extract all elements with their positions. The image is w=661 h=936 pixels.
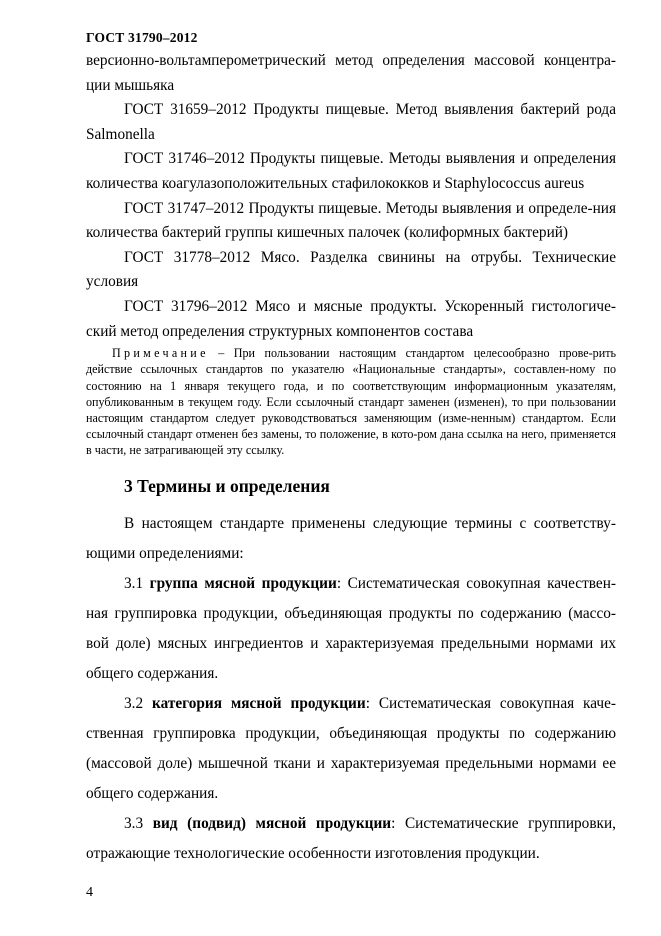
term-name: категория мясной продукции [152,694,366,712]
document-page [86,30,616,869]
section-title: 3 Термины и определения [124,475,330,496]
section-intro: В настоящем стандарте применены следующие термины с соответству-ющими определениями: [86,514,616,562]
page-number: 4 [86,885,93,900]
term-3-2 [86,689,616,809]
term-3-1 [86,569,616,689]
term-3-3 [86,809,616,869]
term-number: 3.3 [124,814,153,832]
note-text: – При пользовании настоящим стандартом целесообразно прове-рить действие ссылочных стандартов по указателю «Национальные стандарты», составлен-ному по состоянию на 1 января текущего года, и по соответствующим информационным указателям, опубликованным в текущем году. Если ссылочный стандарт заменен (изменен), то при пользовании настоящим стандартом следует руководствоваться заменяющим (изме-ненным) стандартом. Если ссылочный стандарт отменен без замены, то положение, в кото-ром дана ссылка на него, применяется в части, не затрагивающей эту ссылку. [86,346,616,458]
note-label: Примечание [112,346,209,361]
ref-gost-31778: ГОСТ 31778–2012 Мясо. Разделка свинины на отрубы. Технические условия [86,248,616,291]
term-definition: : Систематические группировки, отражающие технологические особенности изготовления продукции. [86,814,616,862]
ref-gost-31746: ГОСТ 31746–2012 Продукты пищевые. Методы выявления и определения количества коагулазоположительных стафилококков и Staphylococcus aureus [86,150,616,192]
term-number: 3.2 [124,694,153,712]
note-paragraph [86,345,616,458]
term-definition: : Систематическая совокупная каче-ственная группировка продукции, объединяющая продукты по содержанию (массовой доле) мышечной ткани и характеризуемая предельными нормами ее общего содержания. [86,694,616,802]
ref-continuation: версионно-вольтамперометрический метод определения массовой концентра-ции мышьяка [86,52,616,94]
term-name: группа мясной продукции [149,574,337,592]
term-definition: : Систематическая совокупная качествен-ная группировка продукции, объединяющая продукты по содержанию (массо-вой доле) мясных ингредиентов и характеризуемая предельными нормами их общего содержания. [86,574,616,682]
term-number: 3.1 [124,574,150,592]
term-name: вид (подвид) мясной продукции [152,814,392,832]
ref-gost-31747: ГОСТ 31747–2012 Продукты пищевые. Методы выявления и определе-ния количества бактерий группы кишечных палочек (колиформных бактерий) [86,199,616,242]
ref-gost-31796: ГОСТ 31796–2012 Мясо и мясные продукты. Ускоренный гистологиче-ский метод определения структурных компонентов состава [86,297,616,340]
ref-gost-31659: ГОСТ 31659–2012 Продукты пищевые. Метод выявления бактерий рода Salmonella [86,101,616,143]
document-header: ГОСТ 31790–2012 [86,30,198,45]
